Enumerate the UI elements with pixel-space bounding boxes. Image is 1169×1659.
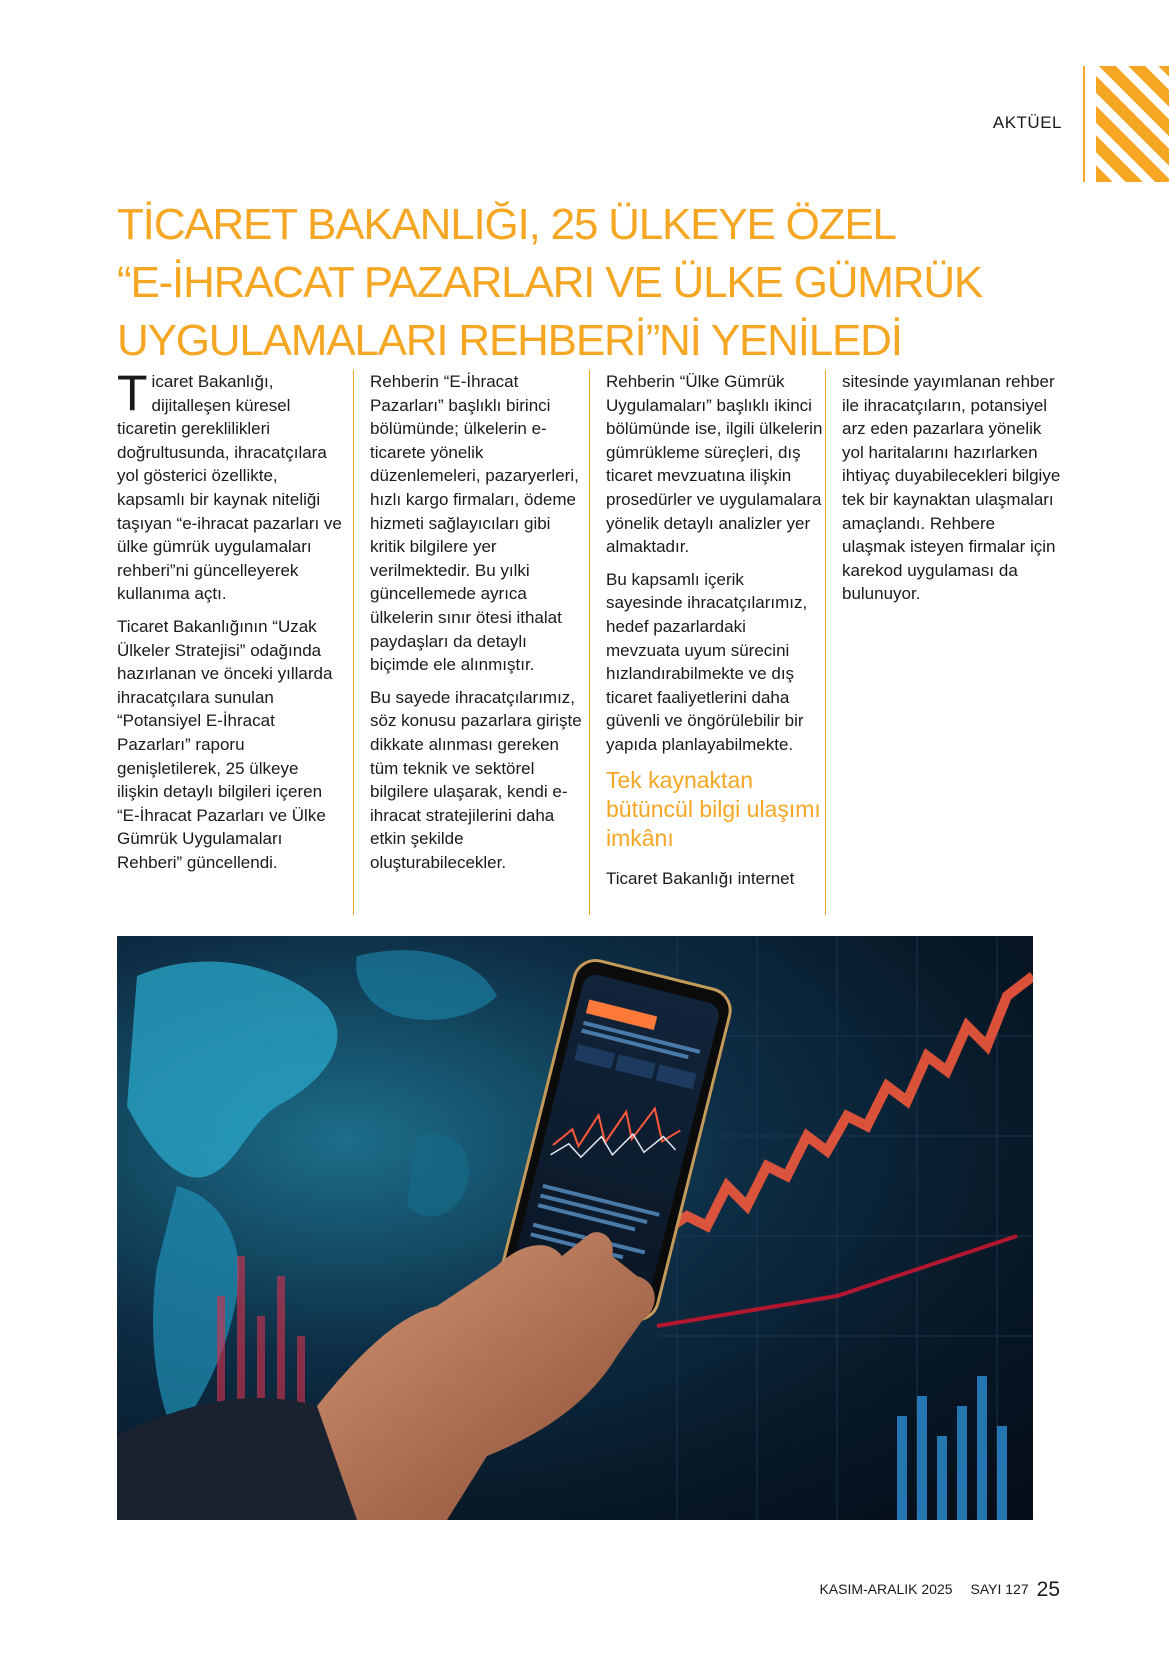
paragraph-7-text: Ticaret Bakanlığı internet	[606, 868, 795, 888]
paragraph-3-continued	[370, 370, 588, 677]
column-1	[117, 370, 342, 915]
page-number: 25	[1036, 1578, 1060, 1601]
photo-illustration	[117, 936, 1033, 1520]
paragraph-1	[117, 370, 342, 606]
subheading	[606, 766, 824, 853]
subheading-text: Tek kaynaktan bütüncül bilgi ulaşımı imkânı	[606, 766, 821, 851]
page-footer	[760, 1578, 1060, 1602]
paragraph-4	[370, 686, 588, 875]
section-label: AKTÜEL	[992, 113, 1062, 132]
title-line-3: UYGULAMALARI REHBERİ”Nİ YENİLEDİ	[117, 316, 902, 365]
article-photo	[117, 936, 1033, 1520]
title-line-2: “E-İHRACAT PAZARLARI VE ÜLKE GÜMRÜK	[117, 258, 983, 307]
paragraph-6	[606, 568, 824, 757]
paragraph-1-text: icaret Bakanlığı, dijitalleşen küresel ticaretin gereklilikleri doğrultusunda, ihracatçılara yol gösterici özellikte, kapsamlı bir kaynak niteliği taşıyan “e-ihracat pazarları ve ülke gümrük uygulamaları rehberi”ni güncelleyerek kullanıma açtı.	[117, 372, 342, 604]
column-2	[353, 370, 588, 915]
paragraph-2-text: Ticaret Bakanlığının “Uzak Ülkeler Stratejisi” odağında hazırlanan ve önceki yıllarda ihracatçılara sunulan “Potansiyel E-İhracat Pazarları” raporu genişletilerek, 25 ülkeye ilişkin detaylı bilgileri içeren “E-İhracat Pazarları ve Ülke Gümrük Uygulamaları Rehberi” güncellendi.	[117, 616, 333, 872]
paragraph-4-text: Bu sayede ihracatçılarımız, söz konusu pazarlara girişte dikkate alınması gereken tüm teknik ve sektörel bilgilere ulaşarak, kendi e-ihracat stratejilerini daha etkin şekilde oluşturabilecekler.	[370, 687, 582, 872]
title-line-1: TİCARET BAKANLIĞI, 25 ÜLKEYE ÖZEL	[117, 200, 896, 249]
paragraph-5-continued	[606, 370, 824, 559]
paragraph-7	[606, 867, 824, 891]
column-4	[825, 370, 1061, 915]
footer-date: KASIM-ARALIK 2025	[819, 1581, 953, 1597]
stripe-decoration	[1096, 66, 1169, 182]
paragraph-7-continued	[842, 370, 1061, 606]
footer-issue: SAYI 127	[970, 1581, 1029, 1597]
paragraph-3-text-continued: Rehberin “E-İhracat Pazarları” başlıklı birinci bölümünde; ülkelerin e-ticarete yönelik düzenlemeleri, pazaryerleri, hızlı kargo firmaları, ödeme hizmeti sağlayıcıları gibi kritik bilgilere yer verilmektedir. Bu yılki güncellemede ayrıca ülkelerin sınır ötesi ithalat paydaşları da detaylı biçimde ele alınmıştır.	[370, 372, 579, 675]
article-title	[117, 196, 1057, 370]
paragraph-6-text: Bu kapsamlı içerik sayesinde ihracatçılarımız, hedef pazarlardaki mevzuata uyum sürecini hızlandırabilmekte ve dış ticaret faaliyetlerini daha güvenli ve öngörülebilir bir yapıda planlayabilmekte.	[606, 569, 808, 754]
blue-bars	[897, 1376, 1007, 1520]
article-columns	[117, 370, 1061, 915]
paragraph-7-text-continued: sitesinde yayımlanan rehber ile ihracatçıların, potansiyel arz eden pazarlara yönelik yol haritalarını hazırlarken ihtiyaç duyabilecekleri bilgiye tek bir kaynaktan ulaşmaları amaçlandı. Rehbere ulaşmak isteyen firmalar için karekod uygulaması da bulunuyor.	[842, 372, 1061, 604]
header-rule	[1083, 66, 1085, 182]
paragraph-2	[117, 615, 342, 875]
column-3	[589, 370, 824, 915]
dropcap: T	[117, 370, 148, 421]
paragraph-5-text-continued: Rehberin “Ülke Gümrük Uygulamaları” başlıklı ikinci bölümünde ise, ilgili ülkelerin gümrükleme süreçleri, dış ticaret mevzuatına ilişkin prosedürler ve uygulamalara yönelik detaylı analizler yer almaktadır.	[606, 372, 823, 557]
